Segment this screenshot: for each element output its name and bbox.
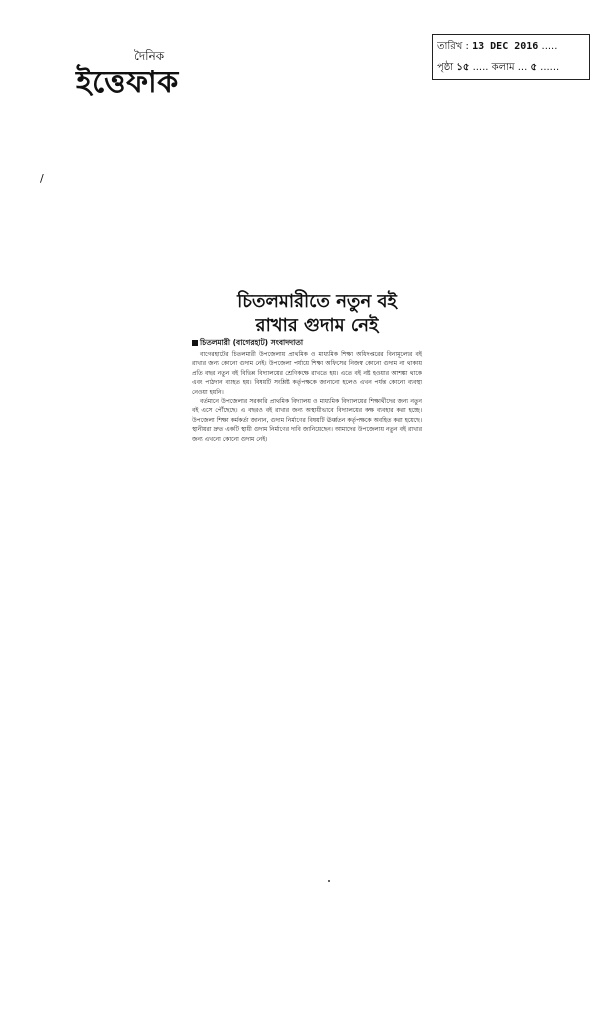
stamp-column-label: কলাম bbox=[491, 62, 515, 73]
article-paragraph: বাগেরহাটের চিতলমারী উপজেলায় প্রাথমিক ও মাধ্যমিক শিক্ষা অধিদপ্তরের বিনামূল্যের বই রাখার জন্য কোনো গুদাম নেই। উপজেলা পর্যায়ে শিক্ষা অফিসের নিজস্ব কোনো গুদাম না থাকায় প্রতি বছর নতুন বই বিভিন্ন বিদ্যালয়ের শ্রেণিকক্ষে রাখতে হয়। এতে বই নষ্ট হওয়ার আশঙ্কা থাকে এবং পাঠদান ব্যাহত হয়। বিষয়টি সংশ্লিষ্ট কর্তৃপক্ষকে জানানো হলেও এখন পর্যন্ত কোনো ব্যবস্থা নেওয়া হয়নি। bbox=[192, 351, 422, 396]
byline-text: চিতলমারী (বাগেরহাট) সংবাদদাতা bbox=[200, 338, 304, 347]
stamp-column-value: ৫ bbox=[530, 62, 537, 73]
stamp-date-value: 13 DEC 2016 bbox=[472, 41, 539, 52]
stamp-date-label: তারিখ bbox=[437, 41, 463, 52]
article-byline bbox=[192, 338, 422, 350]
news-clipping bbox=[192, 290, 422, 480]
stray-pen-mark: / bbox=[40, 172, 44, 185]
headline-line-2: রাখার গুদাম নেই bbox=[255, 315, 379, 336]
bullet-square-icon bbox=[192, 340, 198, 346]
clipping-stamp bbox=[432, 34, 590, 80]
stamp-page-label: পৃষ্ঠা bbox=[437, 62, 454, 73]
stamp-page-value: ১৫ bbox=[456, 62, 470, 73]
stamp-date-row: তারিখ : 13 DEC 2016 ..... bbox=[437, 41, 558, 52]
article-body bbox=[192, 350, 422, 444]
headline-line-1: চিতলমারীতে নতুন বই bbox=[237, 291, 397, 312]
masthead-prefix: দৈনিক bbox=[134, 49, 165, 63]
article-paragraph: বর্তমানে উপজেলার সরকারি প্রাথমিক বিদ্যালয় ও মাধ্যমিক বিদ্যালয়ের শিক্ষার্থীদের জন্য নতুন বই এসে পৌঁছেছে। এ বছরও বই রাখার জন্য অস্থায়ীভাবে বিদ্যালয়ের কক্ষ ব্যবহার করা হচ্ছে। উপজেলা শিক্ষা কর্মকর্তা জানান, গুদাম নির্মাণের বিষয়টি ঊর্ধ্বতন কর্তৃপক্ষকে অবহিত করা হয়েছে। স্থানীয়রা দ্রুত একটি স্থায়ী গুদাম নির্মাণের দাবি জানিয়েছেন। আমাদের উপজেলায় নতুন বই রাখার জন্য এখনো কোনো গুদাম নেই। bbox=[192, 398, 422, 443]
newspaper-masthead: ইত্তেফাক bbox=[76, 65, 179, 100]
stamp-page-row: পৃষ্ঠা ১৫ ..... কলাম ... ৫ ...... bbox=[437, 62, 560, 73]
scan-speck bbox=[328, 880, 330, 882]
article-headline bbox=[222, 290, 412, 338]
